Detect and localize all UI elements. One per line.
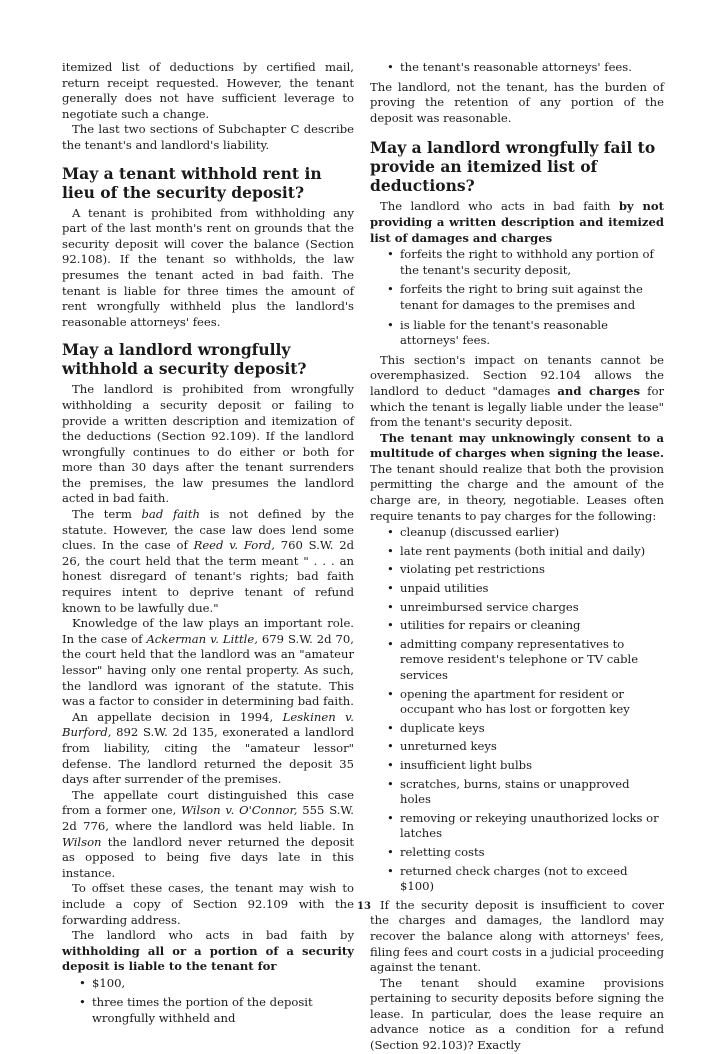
list-item: • the tenant's reasonable attorneys' fees. <box>400 60 664 76</box>
section-heading: May a landlord wrongfully withhold a security deposit? <box>62 340 307 379</box>
list-item: • returned check charges (not to exceed $100) <box>400 864 664 895</box>
list-item: • forfeits the right to withhold any portion of the tenant's security deposit, <box>400 247 664 278</box>
list-item: • forfeits the right to bring suit against the tenant for damages to the premises and <box>400 282 664 313</box>
page-number: 13 <box>357 901 371 912</box>
bullet-list <box>370 60 664 76</box>
list-item: • is liable for the tenant's reasonable attorneys' fees. <box>400 318 664 349</box>
paragraph: The tenant should examine provisions pertaining to security deposits before signing the lease. In particular, does the lease require an advance notice as a condition for a refund (Section 92.103)? Exactly <box>370 975 664 1053</box>
bullet-list <box>370 247 664 349</box>
list-item: • opening the apartment for resident or occupant who has lost or forgotten key <box>400 687 664 718</box>
list-item: • cleanup (discussed earlier) <box>400 525 664 541</box>
paragraph: The landlord is prohibited from wrongfully withholding a security deposit or failing to provide a written description and itemization of the deductions (Section 92.109). If the landlord wrongfully continues to do either or both for more than 30 days after the tenant surrenders the premises, the law presumes the landlord acted in bad faith. <box>62 382 354 506</box>
paragraph: This section's impact on tenants cannot be overemphasized. Section 92.104 allows the landlord to deduct "damages and charges for which the tenant is legally liable under the lease" from the tenant's security deposit. <box>370 352 664 430</box>
list-item: • duplicate keys <box>400 721 664 737</box>
charges-list <box>370 525 664 894</box>
paragraph: The term bad faith is not defined by the statute. However, the case law does lend some clues. In the case of Reed v. Ford, 760 S.W. 2d 26, the court held that the term meant " . . . an honest disregard of tenant's rights; bad faith requires intent to deprive tenant of refund known to be lawfully due." <box>62 507 354 615</box>
paragraph: The appellate court distinguished this case from a former one, Wilson v. O'Connor, 555 S.W. 2d 776, where the landlord was held liable. In Wilson the landlord never returned the deposit as opposed to being five days late in this instance. <box>62 787 354 880</box>
paragraph: The landlord, not the tenant, has the burden of proving the retention of any portion of the deposit was reasonable. <box>370 79 664 125</box>
paragraph: itemized list of deductions by certified mail, return receipt requested. However, the tenant generally does not have sufficient leverage to negotiate such a change. <box>62 60 354 121</box>
list-item: • reletting costs <box>400 845 664 861</box>
list-item: • removing or rekeying unauthorized locks or latches <box>400 811 664 842</box>
paragraph: Knowledge of the law plays an important role. In the case of Ackerman v. Little, 679 S.W. 2d 70, the court held that the landlord was an "amateur lessor" having only one rental property. As such, the landlord was ignorant of the statute. This was a factor to consider in determining bad faith. <box>62 616 354 709</box>
list-item: • admitting company representatives to remove resident's telephone or TV cable services <box>400 637 664 684</box>
list-item: • insufficient light bulbs <box>400 758 664 774</box>
list-item: • utilities for repairs or cleaning <box>400 618 664 634</box>
left-column <box>62 60 354 1031</box>
paragraph: The landlord who acts in bad faith by withholding all or a portion of a security deposit is liable to the tenant for <box>62 928 354 974</box>
list-item: • unreimbursed service charges <box>400 600 664 616</box>
list-item: • late rent payments (both initial and daily) <box>400 544 664 560</box>
paragraph: A tenant is prohibited from withholding any part of the last month's rent on grounds that the security deposit will cover the balance (Section 92.108). If the tenant so withholds, the law presumes the tenant acted in bad faith. The tenant is liable for three times the amount of rent wrongfully withheld plus the landlord's reasonable attorneys' fees. <box>62 205 354 329</box>
section-heading: May a tenant withhold rent in lieu of the security deposit? <box>62 163 322 202</box>
paragraph: The tenant may unknowingly consent to a multitude of charges when signing the lease. The tenant should realize that both the provision permitting the charge and the amount of the charge are, in theory, negotiable. Leases often require tenants to pay charges for the following: <box>370 430 664 523</box>
section-heading: May a landlord wrongfully fail to provide an itemized list of deductions? <box>370 138 656 196</box>
list-item: • three times the portion of the deposit wrongfully withheld and <box>92 995 354 1026</box>
list-item: • scratches, burns, stains or unapproved holes <box>400 777 664 808</box>
paragraph: If the security deposit is insufficient to cover the charges and damages, the landlord may recover the balance along with attorneys' fees, filing fees and court costs in a judicial proceeding against the tenant. <box>370 897 664 975</box>
paragraph: The last two sections of Subchapter C describe the tenant's and landlord's liability. <box>62 122 354 152</box>
paragraph: The landlord who acts in bad faith by not providing a written description and itemized list of damages and charges <box>370 199 664 245</box>
bullet-list <box>62 976 354 1027</box>
paragraph: An appellate decision in 1994, Leskinen v. Burford, 892 S.W. 2d 135, exonerated a landlord from liability, citing the "amateur lessor" defense. The landlord returned the deposit 35 days after surrender of the premises. <box>62 709 354 787</box>
list-item: • violating pet restrictions <box>400 562 664 578</box>
list-item: • unreturned keys <box>400 739 664 755</box>
paragraph: To offset these cases, the tenant may wish to include a copy of Section 92.109 with the forwarding address. <box>62 881 354 927</box>
list-item: • $100, <box>92 976 354 992</box>
list-item: • unpaid utilities <box>400 581 664 597</box>
